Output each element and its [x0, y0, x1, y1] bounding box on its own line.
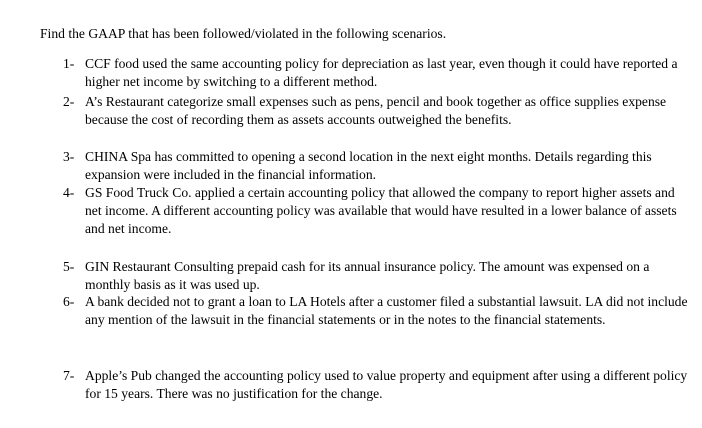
scenario-number: 3- [63, 149, 75, 164]
scenario-number: 6- [63, 294, 75, 309]
scenario-item-5 [63, 258, 688, 294]
scenario-text: GS Food Truck Co. applied a certain accounting policy that allowed the company to report higher assets and net income. A different accounting policy was available that would have resulted in a lower balance of assets and net income. [85, 185, 677, 236]
scenario-item-1 [63, 55, 688, 91]
scenario-number: 2- [63, 94, 75, 109]
scenario-number: 1- [63, 56, 75, 71]
scenario-item-4 [63, 184, 688, 238]
scenario-number: 7- [63, 368, 75, 383]
scenario-text: CCF food used the same accounting policy for depreciation as last year, even though it could have reported a higher net income by switching to a different method. [85, 56, 678, 89]
scenario-item-3 [63, 148, 688, 184]
instructions-heading: Find the GAAP that has been followed/violated in the following scenarios. [40, 26, 447, 41]
scenario-text: GIN Restaurant Consulting prepaid cash for its annual insurance policy. The amount was expensed on a monthly basis as it was used up. [85, 259, 650, 292]
scenario-item-7 [63, 367, 688, 403]
scenario-text: Apple’s Pub changed the accounting policy used to value property and equipment after using a different policy for 15 years. There was no justification for the change. [85, 368, 688, 401]
scenario-text: A’s Restaurant categorize small expenses such as pens, pencil and book together as office supplies expense because the cost of recording them as assets accounts outweighed the benefits. [85, 94, 667, 127]
scenario-number: 4- [63, 185, 75, 200]
scenario-item-2 [63, 93, 688, 129]
scenario-number: 5- [63, 259, 75, 274]
scenario-text: A bank decided not to grant a loan to LA Hotels after a customer filed a substantial lawsuit. LA did not include any mention of the lawsuit in the financial statements or in the notes to the financial statements. [85, 294, 688, 327]
scenario-text: CHINA Spa has committed to opening a second location in the next eight months. Details regarding this expansion were included in the financial information. [85, 149, 652, 182]
scenario-item-6 [63, 293, 688, 329]
